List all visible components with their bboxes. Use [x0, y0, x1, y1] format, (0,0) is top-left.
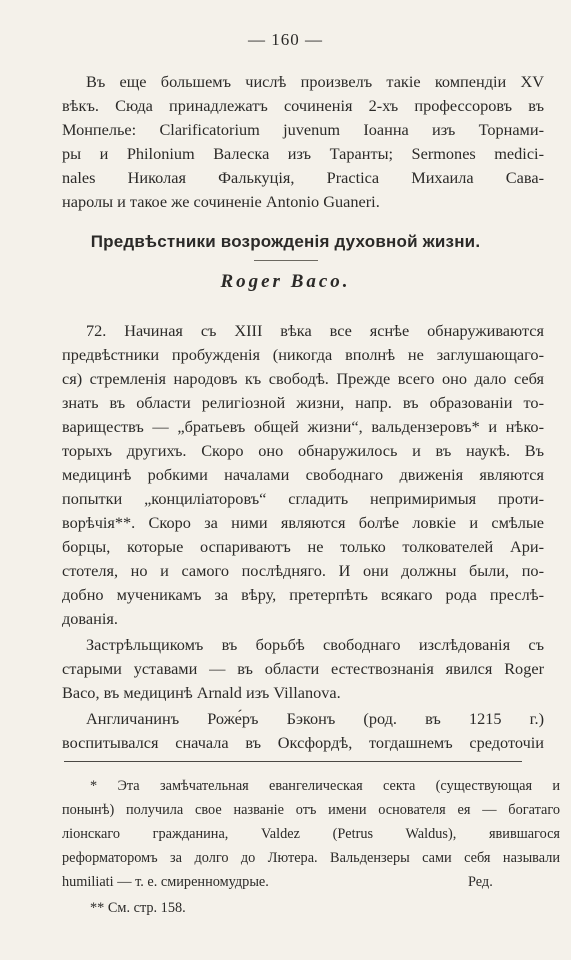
- text-line: воспитывался сначала въ Оксфордѣ, тогдашнемъ средоточіи: [62, 733, 544, 752]
- text-line: Застрѣльщикомъ въ борьбѣ свободнаго изслѣдованія съ: [86, 635, 544, 654]
- heading-divider: [254, 260, 318, 261]
- text-line: наролы и такое же сочиненіе Antonio Guaneri.: [62, 192, 380, 211]
- footnote-rule: [64, 761, 522, 762]
- footnote-line: ліонскаго гражданина, Valdez (Petrus Waldus), явившагося: [62, 826, 560, 842]
- footnote-line: реформаторомъ за долго до Лютера. Вальдензеры сами себя называли: [62, 850, 560, 866]
- text-line: 72. Начиная съ XIII вѣка все яснѣе обнаруживаются: [86, 321, 544, 340]
- text-line: стотеля, но и самого послѣдняго. И они должны были, по-: [62, 561, 544, 580]
- text-line: добно мученикамъ за вѣру, претерпѣть всякаго рода преслѣ-: [62, 585, 544, 604]
- text-line: предвѣстники пробужденія (никогда вполнѣ не заглушающаго-: [62, 345, 544, 364]
- text-line: вариществъ — „братьевъ общей жизни“, вальдензеровъ* и нѣко-: [62, 417, 544, 436]
- footnote-line: понынѣ) получила свое названіе отъ имени основателя ея — богатаго: [62, 802, 560, 818]
- text-line: знать въ области религіозной жизни, напр. въ образованіи то-: [62, 393, 544, 412]
- text-line: ры и Philonium Валеска изъ Таранты; Sermones medici-: [62, 144, 544, 163]
- editor-signature: Ред.: [468, 874, 493, 890]
- footnote-line: humiliati — т. е. смиренномудрые.: [62, 874, 269, 890]
- section-subheading: Roger Baco.: [220, 271, 351, 292]
- text-line: Baco, въ медицинѣ Arnald изъ Villanova.: [62, 683, 341, 702]
- text-line: попытки „конциліаторовъ“ сгладить непримиримыя проти-: [62, 489, 544, 508]
- footnote-line: * Эта замѣчательная евангелическая секта (существующая и: [90, 778, 560, 794]
- footnote-line: ** См. стр. 158.: [90, 900, 186, 916]
- text-line: Англичанинъ Роже́ръ Бэконъ (род. въ 1215 г.): [86, 709, 544, 728]
- text-line: Въ еще большемъ числѣ произвелъ такіе компендіи XV: [86, 72, 544, 91]
- section-heading: Предвѣстники возрожденія духовной жизни.: [90, 232, 481, 251]
- text-line: старыми уставами — въ области естествознанія явился Roger: [62, 659, 544, 678]
- text-line: борцы, которые оспариваютъ не только толкователей Ари-: [62, 537, 544, 556]
- page-number: — 160 —: [248, 30, 323, 49]
- text-line: медицинѣ робкими началами свободнаго движенія являются: [62, 465, 544, 484]
- text-line: ся) стремленія народовъ къ свободѣ. Прежде всего оно дало себя: [62, 369, 544, 388]
- text-line: вѣкъ. Сюда принадлежатъ сочиненія 2-хъ профессоровъ въ: [62, 96, 544, 115]
- text-line: ворѣчія**. Скоро за ними являются болѣе ловкіе и смѣлые: [62, 513, 544, 532]
- text-line: дованія.: [62, 609, 118, 628]
- text-line: Монпелье: Clarificatorium juvenum Іоанна изъ Торнами-: [62, 120, 544, 139]
- text-line: торыхъ другихъ. Скоро оно обнаружилось и въ наукѣ. Въ: [62, 441, 544, 460]
- text-line: nales Николая Фалькуція, Practica Михаила Сава-: [62, 168, 544, 187]
